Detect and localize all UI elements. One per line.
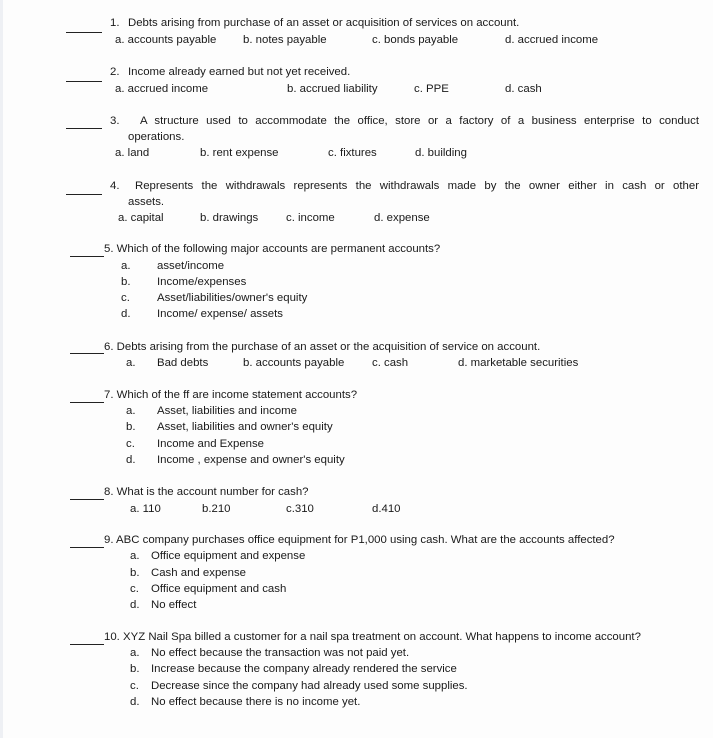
q4-number: 4.	[110, 180, 120, 192]
q10-choice-a-letter: a.	[130, 647, 140, 659]
q2-choice-d: d. cash	[505, 83, 542, 95]
q6-question: 6. Debts arising from the purchase of an asset or the acquisition of service on account.	[104, 341, 541, 353]
q10-choice-a-text: No effect because the transaction was not paid yet.	[151, 647, 410, 659]
q1-number: 1.	[110, 17, 120, 29]
q9-choice-c-letter: c.	[130, 583, 139, 595]
q6-choice-b: b. accounts payable	[243, 357, 345, 369]
q10-choice-c-letter: c.	[130, 680, 139, 692]
q5-choice-c-text: Asset/liabilities/owner's equity	[157, 292, 308, 304]
q8-choice-a: a. 110	[130, 503, 161, 515]
q5-question: 5. Which of the following major accounts are permanent accounts?	[104, 243, 441, 255]
answer-blank-1[interactable]	[66, 32, 102, 33]
q3-choice-d: d. building	[415, 147, 467, 159]
q4-choice-b: b. drawings	[200, 212, 259, 224]
q3-choice-c: c. fixtures	[328, 147, 377, 159]
q4-question-line1: Represents the withdrawals represents the withdrawals made by the owner either in cash or other	[135, 180, 699, 192]
q8-choice-c: c.310	[286, 503, 314, 515]
q7-choice-a-letter: a.	[126, 405, 136, 417]
q8-choice-d: d.410	[372, 503, 401, 515]
q6-choice-a-text: Bad debts	[157, 357, 209, 369]
q5-choice-a-text: asset/income	[157, 260, 225, 272]
q6-choice-a-letter: a.	[126, 357, 136, 369]
q5-choice-b-letter: b.	[121, 276, 131, 288]
q8-question: 8. What is the account number for cash?	[104, 486, 309, 498]
q1-choice-c: c. bonds payable	[372, 34, 459, 46]
q7-choice-b-text: Asset, liabilities and owner's equity	[157, 421, 333, 433]
q5-choice-c-letter: c.	[121, 292, 130, 304]
q7-choice-b-letter: b.	[126, 421, 136, 433]
answer-blank-3[interactable]	[66, 128, 102, 129]
q4-choice-d: d. expense	[374, 212, 430, 224]
q9-choice-b-letter: b.	[130, 567, 140, 579]
q9-choice-c-text: Office equipment and cash	[151, 583, 287, 595]
answer-blank-10[interactable]	[70, 644, 104, 645]
q2-choice-c: c. PPE	[414, 83, 449, 95]
q2-question: Income already earned but not yet received.	[128, 66, 351, 78]
q4-choice-c: c. income	[286, 212, 335, 224]
q9-choice-b-text: Cash and expense	[151, 567, 246, 579]
answer-blank-7[interactable]	[70, 402, 104, 403]
answer-blank-6[interactable]	[70, 353, 104, 354]
q10-choice-b-text: Increase because the company already rendered the service	[151, 663, 457, 675]
q10-choice-c-text: Decrease since the company had already used some supplies.	[151, 680, 468, 692]
q7-choice-c-letter: c.	[126, 438, 135, 450]
q9-choice-a-letter: a.	[130, 550, 140, 562]
q3-number: 3.	[110, 115, 120, 127]
q7-choice-c-text: Income and Expense	[157, 438, 265, 450]
q9-choice-a-text: Office equipment and expense	[151, 550, 306, 562]
q3-choice-b: b. rent expense	[200, 147, 279, 159]
q7-choice-a-text: Asset, liabilities and income	[157, 405, 297, 417]
q4-question-line2: assets.	[128, 196, 165, 208]
q1-choice-d: d. accrued income	[505, 34, 599, 46]
q1-choice-b: b. notes payable	[243, 34, 327, 46]
q7-question: 7. Which of the ff are income statement accounts?	[104, 389, 358, 401]
q1-choice-a: a. accounts payable	[115, 34, 217, 46]
answer-blank-4[interactable]	[66, 194, 102, 195]
q6-choice-c: c. cash	[372, 357, 409, 369]
q3-question-line1: A structure used to accommodate the office, store or a factory of a business enterprise to conduct	[140, 115, 699, 127]
q1-question: Debts arising from purchase of an asset or acquisition of services on account.	[128, 17, 520, 29]
q8-choice-b: b.210	[202, 503, 231, 515]
q4-choice-a: a. capital	[118, 212, 164, 224]
answer-blank-9[interactable]	[70, 547, 104, 548]
q7-choice-d-letter: d.	[126, 454, 136, 466]
answer-blank-5[interactable]	[70, 256, 104, 257]
q10-choice-b-letter: b.	[130, 663, 140, 675]
q3-choice-a: a. land	[115, 147, 150, 159]
q5-choice-d-text: Income/ expense/ assets	[157, 308, 283, 320]
q5-choice-a-letter: a.	[121, 260, 131, 272]
q2-choice-a: a. accrued income	[115, 83, 209, 95]
q7-choice-d-text: Income , expense and owner's equity	[157, 454, 345, 466]
q9-choice-d-letter: d.	[130, 599, 140, 611]
q2-number: 2.	[110, 66, 120, 78]
q10-question: 10. XYZ Nail Spa billed a customer for a nail spa treatment on account. What happens to income account?	[104, 631, 641, 643]
q10-choice-d-text: No effect because there is no income yet.	[151, 696, 361, 708]
q10-choice-d-letter: d.	[130, 696, 140, 708]
q2-choice-b: b. accrued liability	[287, 83, 378, 95]
answer-blank-8[interactable]	[70, 499, 104, 500]
q3-question-line2: operations.	[128, 131, 185, 143]
page-edge	[0, 0, 3, 738]
q5-choice-d-letter: d.	[121, 308, 131, 320]
answer-blank-2[interactable]	[66, 81, 102, 82]
q5-choice-b-text: Income/expenses	[157, 276, 247, 288]
q9-question: 9. ABC company purchases office equipment for P1,000 using cash. What are the accounts affected?	[104, 534, 615, 546]
q9-choice-d-text: No effect	[151, 599, 197, 611]
q6-choice-d: d. marketable securities	[458, 357, 579, 369]
